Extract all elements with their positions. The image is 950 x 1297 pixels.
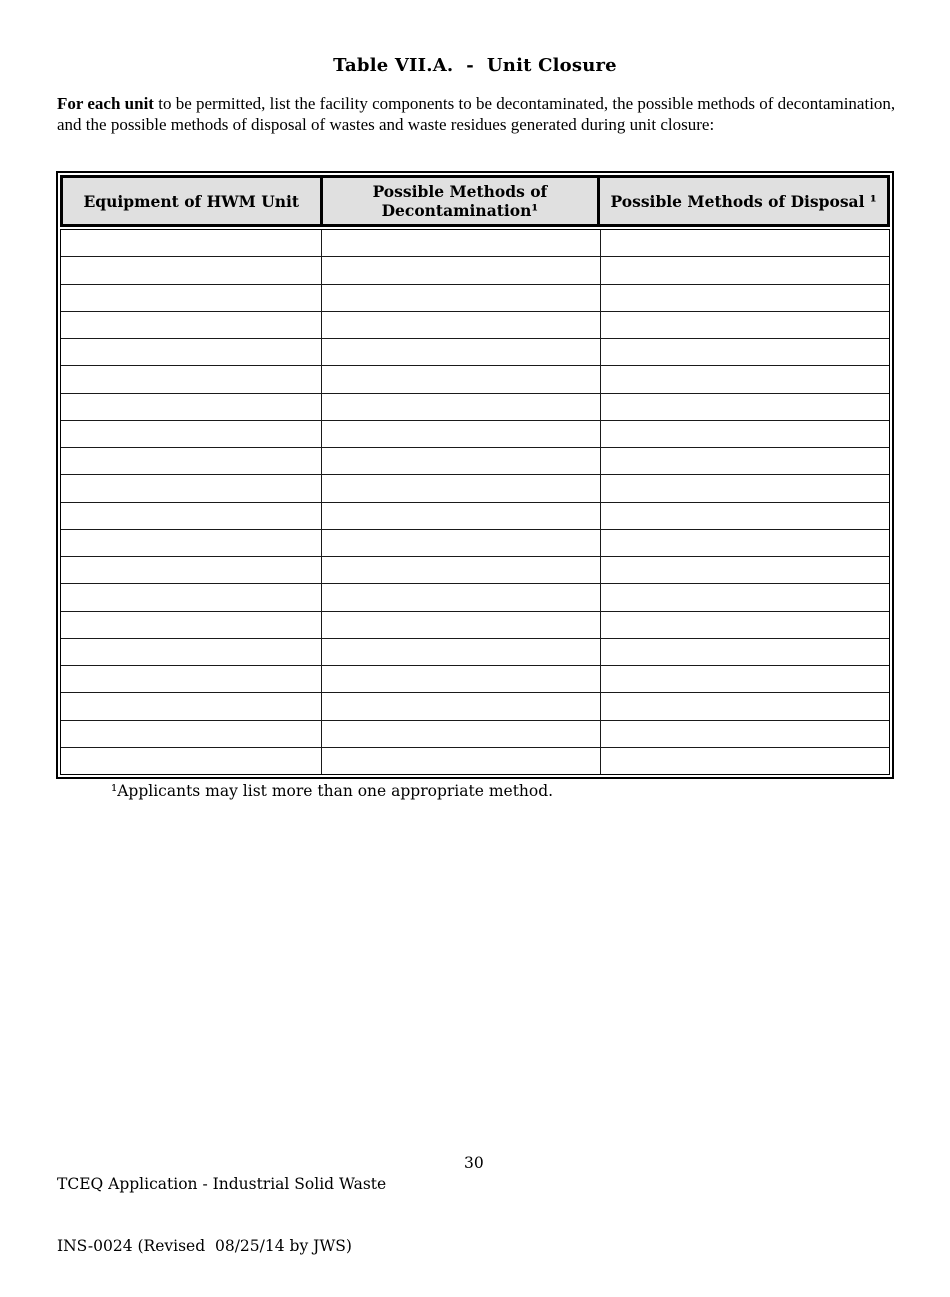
table-cell-empty <box>322 366 601 392</box>
table-cell-empty <box>61 612 322 638</box>
table-cell-empty <box>61 366 322 392</box>
table-header-row <box>60 175 890 227</box>
table-cell-empty <box>61 257 322 283</box>
table-cell-empty <box>61 503 322 529</box>
table-row <box>61 503 889 530</box>
table-cell-empty <box>61 721 322 747</box>
table-cell-empty <box>601 448 889 474</box>
intro-paragraph <box>57 94 899 136</box>
table-cell-empty <box>601 257 889 283</box>
column-header-possible-methods-of-disposal: Possible Methods of Disposal ¹ <box>610 191 877 211</box>
table-cell-empty <box>601 285 889 311</box>
table-row <box>61 366 889 393</box>
table-cell-empty <box>61 312 322 338</box>
table-cell-empty <box>601 584 889 610</box>
table-cell-empty <box>601 394 889 420</box>
table-cell-empty <box>601 475 889 501</box>
table-cell-empty <box>322 639 601 665</box>
table-cell-empty <box>601 557 889 583</box>
table-cell-empty <box>601 312 889 338</box>
table-row <box>61 421 889 448</box>
footer-application-name: TCEQ Application - Industrial Solid Waste <box>57 1175 387 1193</box>
table-cell-empty <box>601 748 889 774</box>
page-title: Table VII.A. - Unit Closure <box>333 55 617 76</box>
table-row <box>61 230 889 257</box>
table-cell-empty <box>322 230 601 256</box>
table-row <box>61 448 889 475</box>
table-cell-empty <box>601 339 889 365</box>
column-header-possible-methods-of-decontamination: Possible Methods of Decontamination¹ <box>323 178 601 224</box>
footer-form-number: INS-0024 (Revised 08/25/14 by JWS) <box>57 1236 352 1255</box>
table-row <box>61 721 889 748</box>
table-row <box>61 475 889 502</box>
table-cell-empty <box>601 666 889 692</box>
table-cell-empty <box>322 257 601 283</box>
intro-text: to be permitted, list the facility components to be decontaminated, the possible methods of decontamination, and the possible methods of disposal of wastes and waste residues generated during unit closure: <box>57 94 896 134</box>
table-cell-empty <box>61 339 322 365</box>
table-row <box>61 257 889 284</box>
table-row <box>61 693 889 720</box>
table-cell-empty <box>322 612 601 638</box>
table-cell-empty <box>322 448 601 474</box>
table-row <box>61 748 889 774</box>
table-cell-empty <box>61 584 322 610</box>
table-cell-empty <box>322 475 601 501</box>
table-cell-empty <box>601 639 889 665</box>
table-row <box>61 530 889 557</box>
footnote: ¹Applicants may list more than one appropriate method. <box>111 782 554 800</box>
table-cell-empty <box>61 639 322 665</box>
page-number: 30 <box>464 1154 484 1172</box>
column-header-equipment-of-hwm-unit: Equipment of HWM Unit <box>63 178 323 224</box>
table-cell-empty <box>322 421 601 447</box>
table-row <box>61 312 889 339</box>
unit-closure-table <box>56 171 894 779</box>
table-cell-empty <box>601 230 889 256</box>
table-cell-empty <box>61 693 322 719</box>
table-cell-empty <box>61 530 322 556</box>
table-cell-empty <box>601 693 889 719</box>
table-cell-empty <box>322 666 601 692</box>
table-cell-empty <box>322 693 601 719</box>
table-cell-empty <box>61 666 322 692</box>
table-cell-empty <box>601 612 889 638</box>
table-row <box>61 339 889 366</box>
table-cell-empty <box>61 557 322 583</box>
table-row <box>61 666 889 693</box>
table-cell-empty <box>61 448 322 474</box>
table-cell-empty <box>322 339 601 365</box>
table-cell-empty <box>61 394 322 420</box>
table-row <box>61 557 889 584</box>
table-cell-empty <box>322 312 601 338</box>
table-cell-empty <box>322 530 601 556</box>
table-cell-empty <box>61 475 322 501</box>
table-row <box>61 285 889 312</box>
table-cell-empty <box>322 584 601 610</box>
table-row <box>61 612 889 639</box>
table-cell-empty <box>601 366 889 392</box>
table-cell-empty <box>601 721 889 747</box>
table-cell-empty <box>322 394 601 420</box>
table-cell-empty <box>601 530 889 556</box>
table-cell-empty <box>322 503 601 529</box>
table-cell-empty <box>61 748 322 774</box>
table-cell-empty <box>61 230 322 256</box>
table-cell-empty <box>322 557 601 583</box>
table-cell-empty <box>61 421 322 447</box>
table-row <box>61 639 889 666</box>
page-footer <box>57 1133 386 1297</box>
table-cell-empty <box>322 721 601 747</box>
table-cell-empty <box>601 503 889 529</box>
table-row <box>61 584 889 611</box>
table-cell-empty <box>322 285 601 311</box>
table-body <box>60 229 890 775</box>
table-cell-empty <box>61 285 322 311</box>
table-cell-empty <box>322 748 601 774</box>
table-cell-empty <box>601 421 889 447</box>
table-row <box>61 394 889 421</box>
intro-lead: For each unit <box>57 94 154 113</box>
